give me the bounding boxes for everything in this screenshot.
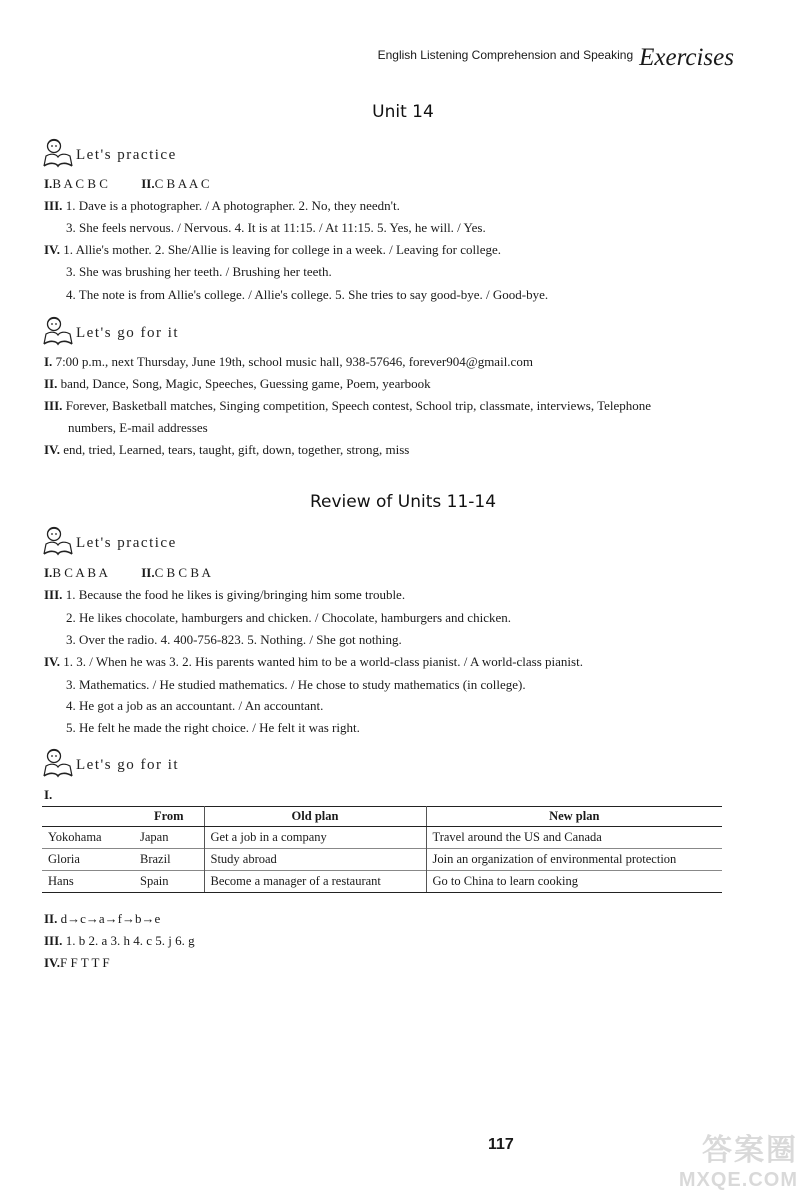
answer-text: C B A A C [154, 176, 210, 191]
table-header-from: From [134, 807, 204, 827]
roman-numeral: I. [44, 787, 53, 802]
answer-text: 1. Allie's mother. 2. She/Allie is leaving for college in a week. / Leaving for college. [63, 242, 502, 257]
answer-line: 4. He got a job as an accountant. / An accountant. [66, 698, 324, 713]
answer-line-i [44, 354, 533, 370]
cell-new-plan: Go to China to learn cooking [426, 871, 722, 893]
roman-numeral: I. [44, 565, 53, 580]
roman-numeral: III. [44, 198, 63, 213]
section-heading-text: Let's go for it [76, 757, 180, 773]
cell-new-plan: Join an organization of environmental protection [426, 849, 722, 871]
answer-line-iii [44, 398, 651, 414]
answer-line: 4. The note is from Allie's college. / Allie's college. 5. She tries to say good-bye. / Good-bye. [66, 287, 549, 302]
answer-line: 3. Over the radio. 4. 400-756-823. 5. Nothing. / She got nothing. [66, 632, 402, 647]
answer-text: 1. Dave is a photographer. / A photographer. 2. No, they needn't. [65, 198, 400, 213]
book-reader-icon [42, 136, 74, 170]
cell-old-plan: Become a manager of a restaurant [204, 871, 426, 893]
table-header-old-plan: Old plan [204, 807, 426, 827]
cell-new-plan: Travel around the US and Canada [426, 827, 722, 849]
answer-line: 5. He felt he made the right choice. / He felt it was right. [66, 720, 360, 735]
answer-line-iv [44, 654, 583, 670]
page-number: 117 [488, 1136, 514, 1153]
cell-from: Spain [134, 871, 204, 893]
roman-numeral: II. [44, 376, 58, 391]
answer-text: end, tried, Learned, tears, taught, gift, down, together, strong, miss [63, 442, 410, 457]
answer-text: 1. b 2. a 3. h 4. c 5. j 6. g [65, 933, 195, 948]
table-row [42, 827, 722, 849]
series-subtitle: English Listening Comprehension and Speaking [377, 48, 634, 62]
answer-line-iv [44, 242, 501, 258]
answer-text: B A C B C [52, 176, 108, 191]
cell-from: Brazil [134, 849, 204, 871]
review-title: Review of Units 11-14 [309, 492, 497, 512]
cell-name: Gloria [42, 849, 134, 871]
answer-line-iii [44, 933, 195, 949]
section-head-practice [42, 522, 177, 558]
answer-text: B C A B A [52, 565, 108, 580]
answer-line-iii [44, 587, 405, 603]
section-heading-text: Let's practice [76, 147, 177, 163]
roman-numeral: III. [44, 933, 63, 948]
table-header-row [42, 807, 722, 827]
series-title: Exercises [639, 44, 734, 71]
section-heading-text: Let's practice [76, 535, 177, 551]
answer-line-iii [44, 198, 400, 214]
watermark-text: 答案圈 [702, 1134, 798, 1167]
roman-numeral: II. [141, 565, 155, 580]
cell-name: Yokohama [42, 827, 134, 849]
cell-name: Hans [42, 871, 134, 893]
table-header [42, 807, 134, 827]
answer-line-iv [44, 955, 110, 971]
answer-text: 7:00 p.m., next Thursday, June 19th, school music hall, 938-57646, forever904@gmail.com [55, 354, 533, 369]
cell-old-plan: Get a job in a company [204, 827, 426, 849]
roman-numeral: I. [44, 176, 53, 191]
answer-text: d→c→a→f→b→e [60, 911, 161, 926]
section-heading-text: Let's go for it [76, 325, 180, 341]
roman-numeral: IV. [44, 242, 61, 257]
book-reader-icon [42, 314, 74, 348]
cell-from: Japan [134, 827, 204, 849]
roman-numeral: IV. [44, 654, 61, 669]
answer-line-i-ii [44, 176, 210, 192]
roman-numeral: II. [141, 176, 155, 191]
answer-line: numbers, E-mail addresses [68, 420, 208, 435]
roman-numeral: IV. [44, 955, 61, 970]
answer-line: 2. He likes chocolate, hamburgers and chicken. / Chocolate, hamburgers and chicken. [66, 610, 511, 625]
book-reader-icon [42, 746, 74, 780]
section-head-go-for-it [42, 312, 179, 348]
roman-numeral: III. [44, 398, 63, 413]
roman-numeral: I. [44, 354, 53, 369]
answer-line-i [44, 787, 52, 803]
section-head-go-for-it [42, 744, 179, 780]
watermark-url: MXQE.COM [678, 1169, 798, 1191]
plans-table [42, 806, 722, 893]
table-header-new-plan: New plan [426, 807, 722, 827]
answer-text: Forever, Basketball matches, Singing competition, Speech contest, School trip, classmate, interviews, Telephone [65, 398, 652, 413]
table-row [42, 871, 722, 893]
roman-numeral: II. [44, 911, 58, 926]
cell-old-plan: Study abroad [204, 849, 426, 871]
section-head-practice [42, 134, 177, 170]
answer-line-iv [44, 442, 409, 458]
roman-numeral: III. [44, 587, 63, 602]
answer-text: band, Dance, Song, Magic, Speeches, Guessing game, Poem, yearbook [60, 376, 431, 391]
unit-14-title: Unit 14 [372, 102, 434, 122]
answer-text: F F T T F [60, 955, 110, 970]
roman-numeral: IV. [44, 442, 61, 457]
answer-line-ii [44, 911, 160, 927]
table-row [42, 849, 722, 871]
answer-line: 3. She was brushing her teeth. / Brushing her teeth. [66, 264, 332, 279]
watermark-logo [679, 1125, 798, 1192]
answer-line-i-ii [44, 565, 211, 581]
answer-line: 3. She feels nervous. / Nervous. 4. It is at 11:15. / At 11:15. 5. Yes, he will. / Yes. [66, 220, 486, 235]
answer-line: 3. Mathematics. / He studied mathematics. / He chose to study mathematics (in college). [66, 677, 526, 692]
answer-text: C B C B A [154, 565, 211, 580]
answer-text: 1. 3. / When he was 3. 2. His parents wanted him to be a world-class pianist. / A world-class pianist. [63, 654, 583, 669]
answer-text: 1. Because the food he likes is giving/bringing him some trouble. [65, 587, 406, 602]
answer-line-ii [44, 376, 431, 392]
running-head [378, 44, 734, 72]
book-reader-icon [42, 524, 74, 558]
